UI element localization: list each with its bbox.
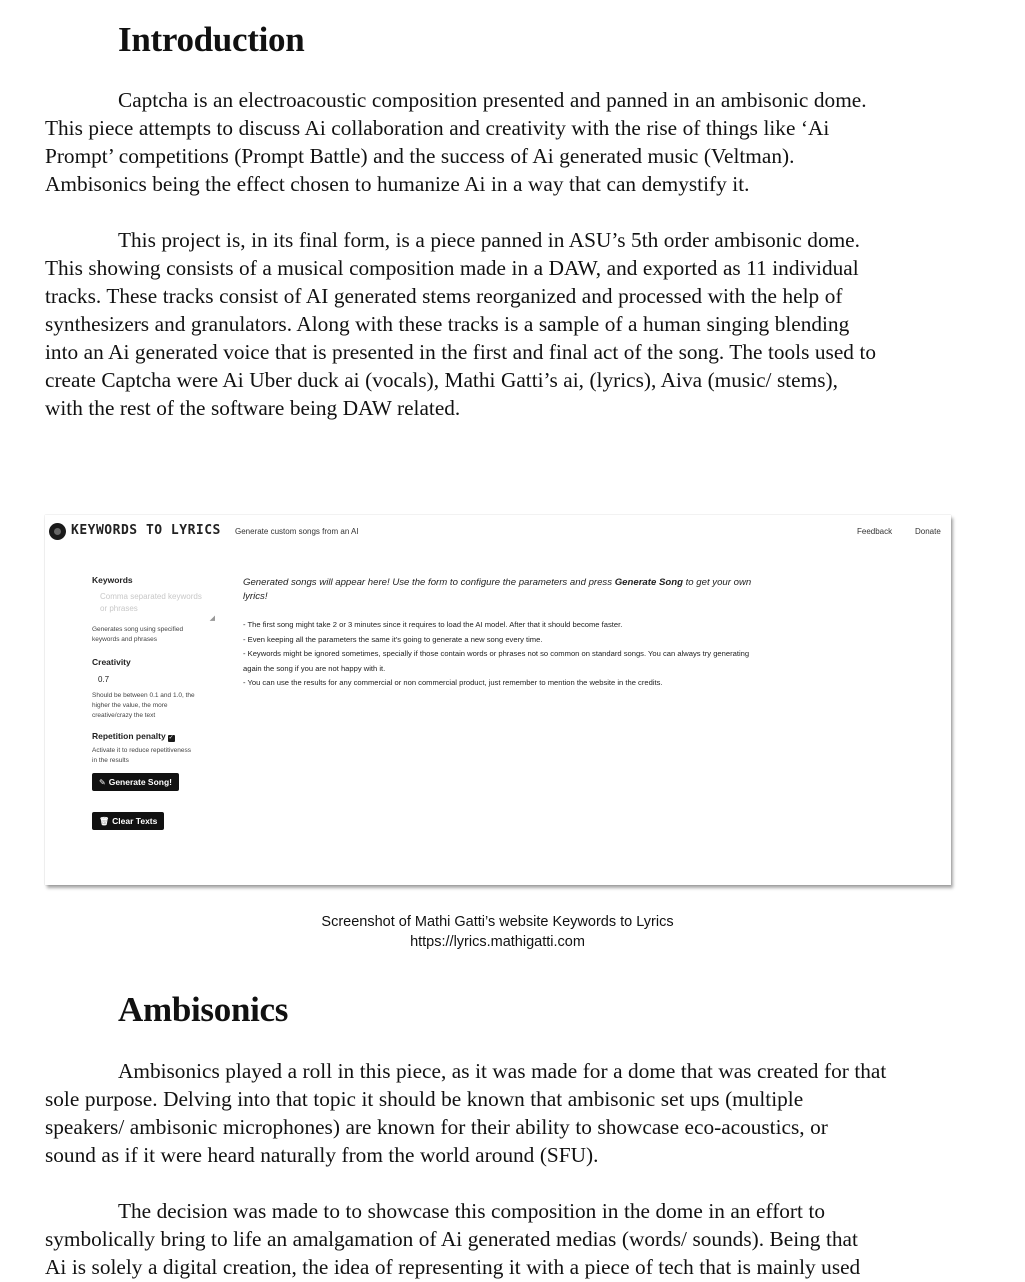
introduction-heading: Introduction [118, 20, 305, 59]
text-line: Captcha is an electroacoustic composition presented and panned in an ambisonic dome. [118, 88, 867, 112]
creativity-label: Creativity [92, 657, 131, 667]
text-line: tracks. These tracks consist of AI generated stems reorganized and processed with the help of [45, 284, 843, 308]
results-area [243, 576, 913, 691]
text-line: into an Ai generated voice that is presented in the first and final act of the song. The tools used to [45, 340, 877, 364]
repetition-penalty-row [92, 731, 217, 742]
intro-text: lyrics! [243, 591, 268, 602]
creativity-input[interactable]: 0.7 [98, 675, 110, 684]
keywords-textarea[interactable] [92, 591, 217, 625]
list-item: - The first song might take 2 or 3 minutes since it requires to load the AI model. After that it should become faster. [243, 620, 623, 629]
results-intro [243, 576, 913, 604]
app-subtitle: Generate custom songs from an AI [235, 527, 359, 536]
hint-line: Should be between 0.1 and 1.0, the [92, 692, 195, 699]
text-line: Ambisonics played a roll in this piece, as it was made for a dome that was created for that [118, 1059, 887, 1083]
repetition-penalty-checkbox[interactable]: ✓ [168, 735, 174, 741]
ambisonics-paragraph-2 [45, 1197, 990, 1281]
embedded-screenshot [45, 515, 951, 885]
intro-text: Generated songs will appear here! Use the form to configure the parameters and press [243, 577, 615, 588]
keywords-placeholder: Comma separated keywords [100, 592, 202, 601]
clear-texts-button[interactable] [92, 812, 164, 830]
ambisonics-paragraph-1 [45, 1057, 990, 1169]
caption-line-1: Screenshot of Mathi Gatti’s website Keywords to Lyrics [321, 914, 674, 930]
creativity-hint [92, 691, 217, 721]
caption-url: https://lyrics.mathigatti.com [410, 934, 585, 950]
app-title: KEYWORDS TO LYRICS [71, 523, 221, 538]
figure-caption [0, 912, 995, 952]
text-line: sole purpose. Delving into that topic it should be known that ambisonic set ups (multiple [45, 1087, 804, 1111]
intro-bold: Generate Song [614, 577, 683, 588]
logo-icon [49, 523, 66, 540]
keywords-placeholder: or phrases [100, 604, 138, 613]
generate-song-button[interactable] [92, 773, 179, 791]
list-item: - Keywords might be ignored sometimes, specially if those contain words or phrases not so common on standard songs. You can always try generating [243, 649, 750, 658]
hint-line: in the results [92, 757, 129, 764]
resize-handle-icon[interactable]: ◢ [209, 615, 215, 622]
trash-icon: 🗑 [99, 817, 110, 826]
text-line: This showing consists of a musical composition made in a DAW, and exported as 11 individual [45, 256, 859, 280]
notes-list [243, 618, 913, 691]
text-line: Ai is solely a digital creation, the idea of representing it with a piece of tech that is mainly used [45, 1255, 861, 1279]
text-line: symbolically bring to life an amalgamation of Ai generated medias (words/ sounds). Being that [45, 1227, 858, 1251]
hint-line: Activate it to reduce repetitiveness [92, 747, 191, 754]
text-line: Prompt’ competitions (Prompt Battle) and the success of Ai generated music (Veltman). [45, 144, 795, 168]
text-line: synthesizers and granulators. Along with these tracks is a sample of a human singing blending [45, 312, 850, 336]
generate-song-label: Generate Song! [108, 777, 172, 787]
hint-line: higher the value, the more [92, 702, 168, 709]
form-sidebar [92, 575, 217, 830]
list-item: - You can use the results for any commercial or non commercial product, just remember to mention the website in the credits. [243, 678, 663, 687]
text-line: This project is, in its final form, is a piece panned in ASU’s 5th order ambisonic dome. [118, 228, 860, 252]
text-line: The decision was made to to showcase this composition in the dome in an effort to [118, 1199, 826, 1223]
app-header [45, 515, 951, 547]
feedback-link[interactable]: Feedback [857, 527, 893, 536]
keywords-label: Keywords [92, 575, 133, 585]
repetition-penalty-label: Repetition penalty [92, 731, 166, 741]
intro-text: to get your own [682, 577, 752, 588]
text-line: sound as if it were heard naturally from the world around (SFU). [45, 1143, 599, 1167]
list-item: again the song if you are not happy with it. [243, 663, 386, 673]
repetition-hint [92, 746, 217, 766]
hint-line: creative/crazy the text [92, 712, 156, 719]
clear-texts-label: Clear Texts [112, 816, 158, 826]
text-line: Ambisonics being the effect chosen to humanize Ai in a way that can demystify it. [45, 172, 750, 196]
text-line: with the rest of the software being DAW related. [45, 396, 461, 420]
donate-link[interactable]: Donate [915, 527, 941, 536]
introduction-paragraph-1 [45, 86, 990, 198]
pencil-icon: ✎ [99, 778, 106, 787]
clear-row [92, 811, 217, 830]
text-line: speakers/ ambisonic microphones) are known for their ability to showcase eco-acoustics, or [45, 1115, 828, 1139]
generate-row [92, 772, 217, 791]
text-line: create Captcha were Ai Uber duck ai (vocals), Mathi Gatti’s ai, (lyrics), Aiva (music/ stems), [45, 368, 838, 392]
introduction-paragraph-2 [45, 226, 990, 422]
list-item: - Even keeping all the parameters the same it's going to generate a new song every time. [243, 634, 543, 644]
hint-line: keywords and phrases [92, 636, 158, 643]
text-line: This piece attempts to discuss Ai collaboration and creativity with the rise of things like ‘Ai [45, 116, 830, 140]
ambisonics-heading: Ambisonics [118, 990, 289, 1029]
keywords-hint [92, 625, 217, 645]
hint-line: Generates song using specified [92, 626, 184, 633]
